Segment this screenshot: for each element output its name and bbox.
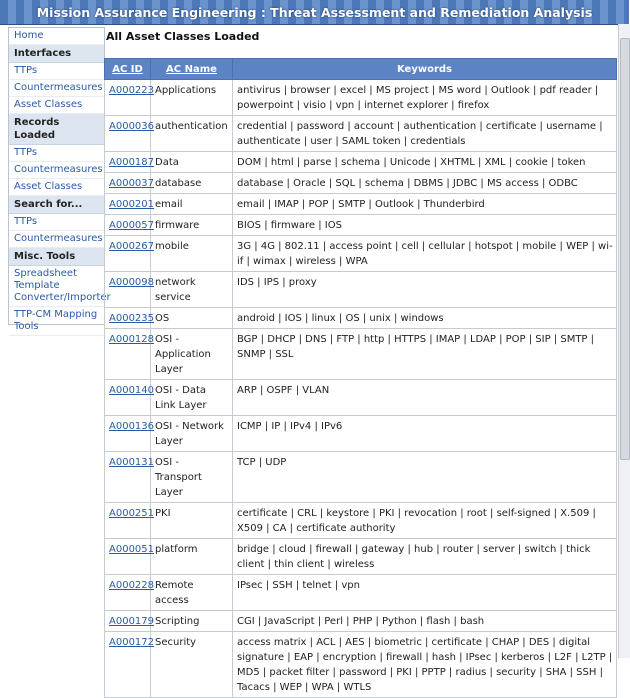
sidebar-link-records-asset-classes[interactable]: Asset Classes: [9, 179, 104, 196]
cell-ac-id: [105, 632, 155, 698]
cell-keywords: certificate | CRL | keystore | PKI | revocation | root | self-signed | X.509 | X509 | CA | certificate authority: [233, 503, 617, 539]
cell-keywords: TCP | UDP: [233, 452, 617, 503]
table-row: [105, 329, 617, 380]
cell-ac-id: [105, 215, 155, 236]
cell-keywords: CGI | JavaScript | Perl | PHP | Python | flash | bash: [233, 611, 617, 632]
cell-ac-id: [105, 416, 155, 452]
sidebar-section-records-loaded: Records Loaded: [9, 114, 104, 145]
cell-ac-name: Data: [151, 152, 233, 173]
table-row: [105, 380, 617, 416]
window-title-bar: [0, 0, 629, 25]
scrollbar-thumb[interactable]: [620, 38, 630, 460]
table-row: [105, 173, 617, 194]
ac-id-link[interactable]: A000128: [109, 334, 155, 345]
table-row: [105, 452, 617, 503]
ac-id-link[interactable]: A000251: [109, 508, 155, 519]
cell-ac-id: [105, 173, 155, 194]
cell-ac-name: OSI - Transport Layer: [151, 452, 233, 503]
cell-ac-id: [105, 116, 155, 152]
cell-ac-id: [105, 152, 155, 173]
table-row: [105, 539, 617, 575]
table-header-row: [105, 59, 617, 80]
table-row: [105, 194, 617, 215]
ac-id-link[interactable]: A000172: [109, 637, 155, 648]
cell-ac-name: network service: [151, 272, 233, 308]
cell-ac-name: OSI - Data Link Layer: [151, 380, 233, 416]
window-title: Mission Assurance Engineering : Threat Assessment and Remediation Analysis: [36, 4, 593, 20]
cell-ac-id: [105, 611, 155, 632]
cell-keywords: DOM | html | parse | schema | Unicode | XHTML | XML | cookie | token: [233, 152, 617, 173]
cell-ac-id: [105, 575, 155, 611]
cell-ac-name: OSI - Network Layer: [151, 416, 233, 452]
ac-id-link[interactable]: A000037: [109, 178, 155, 189]
ac-id-link[interactable]: A000267: [109, 241, 155, 252]
sidebar-link-ttp-cm-mapping[interactable]: TTP-CM Mapping Tools: [9, 307, 104, 336]
sidebar-link-records-ttps[interactable]: TTPs: [9, 145, 104, 162]
ac-id-link[interactable]: A000223: [109, 85, 155, 96]
cell-ac-name: Remote access: [151, 575, 233, 611]
ac-id-link[interactable]: A000051: [109, 544, 155, 555]
cell-ac-name: Security: [151, 632, 233, 698]
cell-keywords: IDS | IPS | proxy: [233, 272, 617, 308]
ac-id-link[interactable]: A000201: [109, 199, 155, 210]
cell-ac-name: Applications: [151, 80, 233, 116]
ac-id-link[interactable]: A000036: [109, 121, 155, 132]
table-row: [105, 236, 617, 272]
cell-ac-name: authentication: [151, 116, 233, 152]
cell-ac-name: platform: [151, 539, 233, 575]
sidebar-link-spreadsheet-converter[interactable]: Spreadsheet Template Converter/Importer: [9, 266, 104, 307]
sidebar-section-misc-tools: Misc. Tools: [9, 248, 104, 266]
cell-ac-name: firmware: [151, 215, 233, 236]
ac-id-link[interactable]: A000235: [109, 313, 155, 324]
sidebar-link-interfaces-asset-classes[interactable]: Asset Classes: [9, 97, 104, 114]
cell-keywords: credential | password | account | authentication | certificate | username | authenticate | user | SAML token | credentials: [233, 116, 617, 152]
cell-keywords: antivirus | browser | excel | MS project | MS word | Outlook | pdf reader | powerpoint | visio | vpn | internet explorer | firefox: [233, 80, 617, 116]
cell-ac-id: [105, 539, 155, 575]
cell-keywords: ARP | OSPF | VLAN: [233, 380, 617, 416]
sidebar-section-search: Search for...: [9, 196, 104, 214]
cell-ac-name: PKI: [151, 503, 233, 539]
cell-ac-id: [105, 236, 155, 272]
column-header-ac-name[interactable]: AC Name: [151, 59, 233, 80]
table-row: [105, 503, 617, 539]
table-row: [105, 80, 617, 116]
table-row: [105, 272, 617, 308]
sidebar-section-interfaces: Interfaces: [9, 45, 104, 63]
cell-ac-name: email: [151, 194, 233, 215]
column-header-keywords: Keywords: [233, 59, 617, 80]
table-row: [105, 632, 617, 698]
cell-keywords: database | Oracle | SQL | schema | DBMS | JDBC | MS access | ODBC: [233, 173, 617, 194]
ac-id-link[interactable]: A000098: [109, 277, 155, 288]
column-header-ac-id[interactable]: AC ID: [105, 59, 151, 80]
ac-id-link[interactable]: A000140: [109, 385, 155, 396]
cell-ac-name: Scripting: [151, 611, 233, 632]
page-title: All Asset Classes Loaded: [106, 30, 260, 43]
cell-ac-id: [105, 80, 155, 116]
sidebar-nav: [8, 27, 111, 332]
table-row: [105, 308, 617, 329]
cell-ac-id: [105, 503, 155, 539]
cell-ac-name: OSI - Application Layer: [151, 329, 233, 380]
sidebar-link-home[interactable]: Home: [9, 28, 104, 45]
table-row: [105, 116, 617, 152]
cell-ac-name: OS: [151, 308, 233, 329]
ac-id-link[interactable]: A000136: [109, 421, 155, 432]
cell-ac-id: [105, 308, 155, 329]
cell-ac-id: [105, 194, 155, 215]
cell-keywords: android | IOS | linux | OS | unix | windows: [233, 308, 617, 329]
cell-ac-name: database: [151, 173, 233, 194]
cell-keywords: bridge | cloud | firewall | gateway | hub | router | server | switch | thick client | thin client | wireless: [233, 539, 617, 575]
table-row: [105, 575, 617, 611]
cell-ac-id: [105, 272, 155, 308]
sidebar-link-interfaces-ttps[interactable]: TTPs: [9, 63, 104, 80]
cell-keywords: email | IMAP | POP | SMTP | Outlook | Thunderbird: [233, 194, 617, 215]
ac-id-link[interactable]: A000187: [109, 157, 155, 168]
table-row: [105, 215, 617, 236]
table-row: [105, 416, 617, 452]
sidebar-link-records-countermeasures[interactable]: Countermeasures: [9, 162, 104, 179]
cell-keywords: access matrix | ACL | AES | biometric | certificate | CHAP | DES | digital signature | EAP | encryption | firewall | hash | IPsec | kerberos | L2F | L2TP | MD5 | packet filter | password | PKI | PPTP | radius | security | SHA | SSH | Tacacs | WEP | WPA | WTLS: [233, 632, 617, 698]
ac-id-link[interactable]: A000131: [109, 457, 155, 468]
cell-ac-id: [105, 380, 155, 416]
sidebar-link-search-ttps[interactable]: TTPs: [9, 214, 104, 231]
cell-keywords: BIOS | firmware | IOS: [233, 215, 617, 236]
cell-keywords: 3G | 4G | 802.11 | access point | cell | cellular | hotspot | mobile | WEP | wi-if | wimax | wireless | WPA: [233, 236, 617, 272]
cell-ac-id: [105, 329, 155, 380]
sidebar-link-interfaces-countermeasures[interactable]: Countermeasures: [9, 80, 104, 97]
asset-classes-table: [104, 58, 617, 698]
cell-ac-name: mobile: [151, 236, 233, 272]
cell-ac-id: [105, 452, 155, 503]
cell-keywords: IPsec | SSH | telnet | vpn: [233, 575, 617, 611]
ac-id-link[interactable]: A000228: [109, 580, 155, 591]
ac-id-link[interactable]: A000179: [109, 616, 155, 627]
sidebar-link-search-countermeasures[interactable]: Countermeasures: [9, 231, 104, 248]
table-row: [105, 152, 617, 173]
cell-keywords: ICMP | IP | IPv4 | IPv6: [233, 416, 617, 452]
main-content: [104, 30, 616, 698]
cell-keywords: BGP | DHCP | DNS | FTP | http | HTTPS | IMAP | LDAP | POP | SIP | SMTP | SNMP | SSL: [233, 329, 617, 380]
ac-id-link[interactable]: A000057: [109, 220, 155, 231]
table-row: [105, 611, 617, 632]
vertical-scrollbar[interactable]: [618, 24, 630, 658]
